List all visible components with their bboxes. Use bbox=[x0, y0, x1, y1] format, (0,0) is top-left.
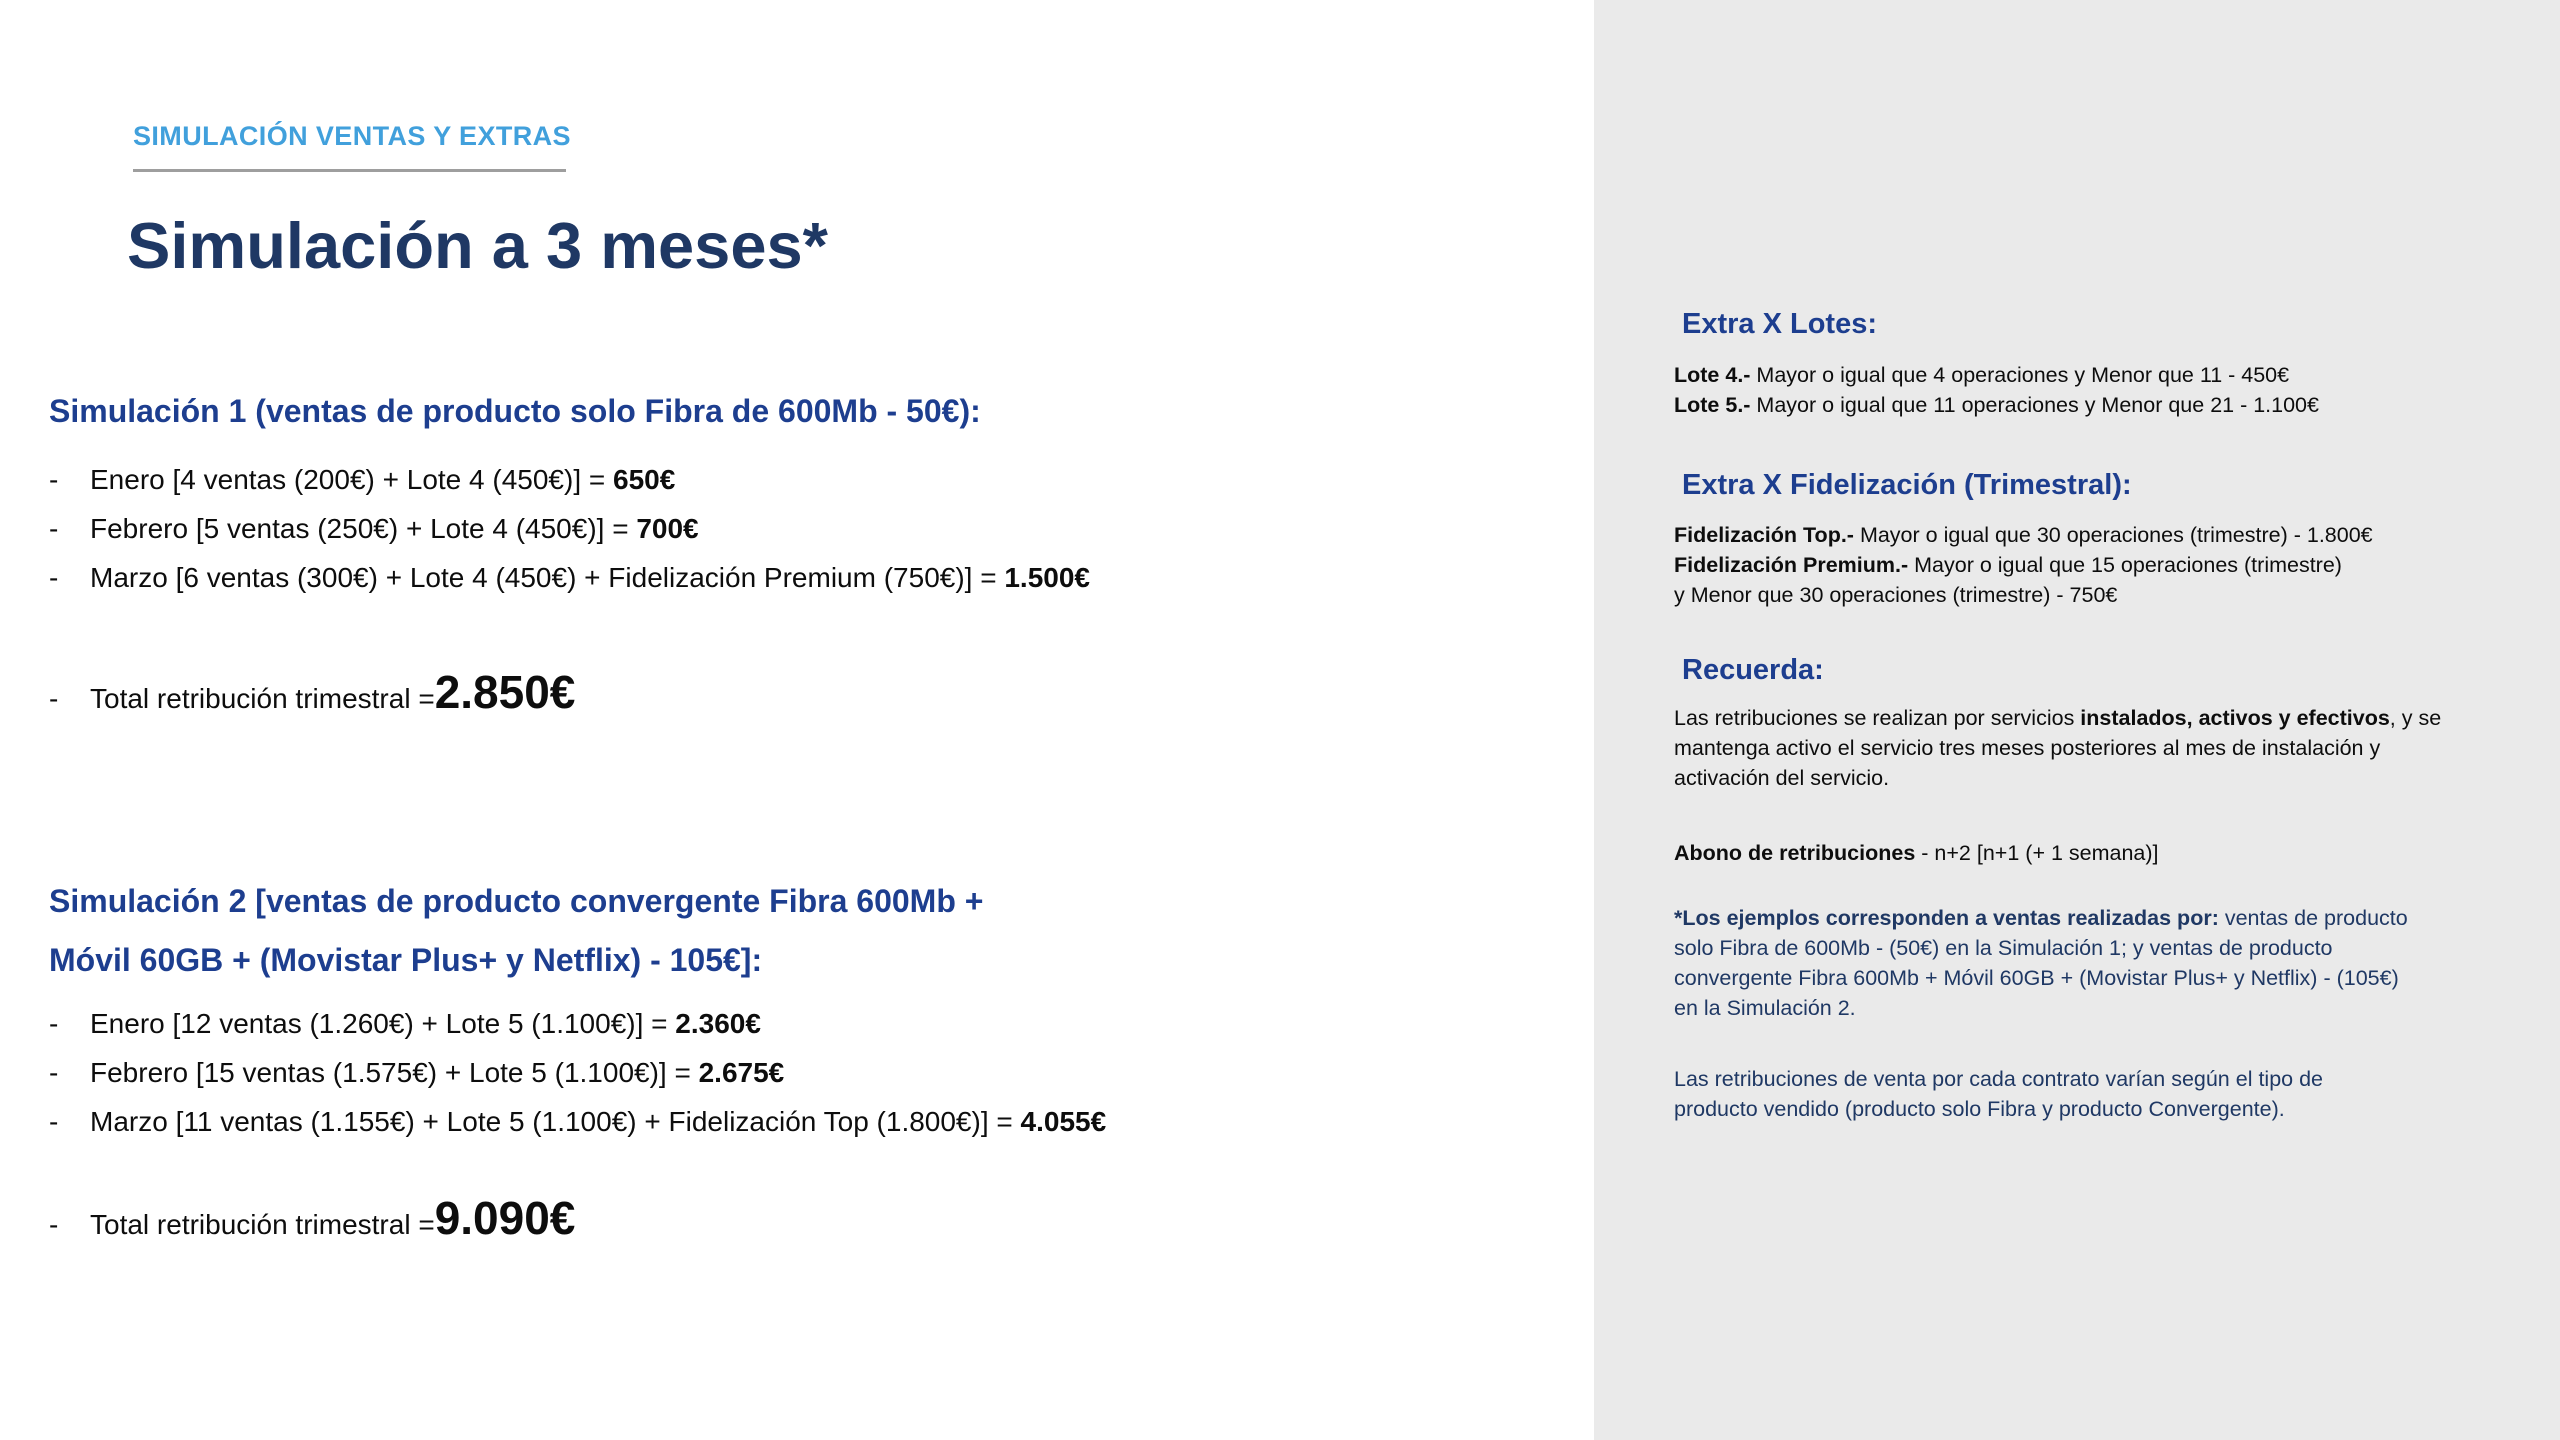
sim2-heading bbox=[49, 872, 983, 990]
fidelizacion-top-text: Mayor o igual que 30 operaciones (trimestre) - 1.800€ bbox=[1853, 523, 2373, 547]
examples-note-lead: *Los ejemplos corresponden a ventas realizadas por: bbox=[1674, 906, 2219, 930]
examples-note-line1 bbox=[1674, 903, 2408, 933]
list-item bbox=[49, 1097, 1106, 1146]
fidelizacion-premium-text2: y Menor que 30 operaciones (trimestre) - 750€ bbox=[1674, 583, 2118, 607]
list-item bbox=[49, 553, 1090, 602]
list-item bbox=[49, 1048, 1106, 1097]
list-item bbox=[49, 999, 1106, 1048]
bullet-amount: 2.360€ bbox=[675, 1008, 761, 1039]
bullet-dash: - bbox=[49, 1008, 59, 1039]
kicker-underline bbox=[133, 169, 566, 172]
bullet-dash: - bbox=[49, 1209, 59, 1240]
sim1-bullet-list bbox=[49, 455, 1090, 602]
sim2-total bbox=[49, 1192, 575, 1251]
fidelizacion-premium-text: Mayor o igual que 15 operaciones (trimestre) bbox=[1908, 553, 2342, 577]
bullet-amount: 2.675€ bbox=[698, 1057, 785, 1088]
fidelizacion-body bbox=[1674, 520, 2373, 610]
bullet-text bbox=[90, 504, 699, 553]
retribuciones-note bbox=[1674, 1064, 2323, 1124]
bullet-text bbox=[90, 999, 761, 1048]
bullet-amount: 1.500€ bbox=[1004, 562, 1090, 593]
slide-kicker: SIMULACIÓN VENTAS Y EXTRAS bbox=[133, 121, 571, 151]
sim2-heading-line1: Simulación 2 [ventas de producto convergente Fibra 600Mb + bbox=[49, 883, 984, 919]
examples-note bbox=[1674, 903, 2408, 1023]
retribuciones-note-line1: Las retribuciones de venta por cada contrato varían según el tipo de bbox=[1674, 1067, 2323, 1091]
retribuciones-note-line2: producto vendido (producto solo Fibra y producto Convergente). bbox=[1674, 1097, 2285, 1121]
bullet-amount: 650€ bbox=[613, 464, 676, 495]
bullet-formula: Febrero [15 ventas (1.575€) + Lote 5 (1.100€)] = bbox=[90, 1057, 699, 1088]
bullet-amount: 700€ bbox=[636, 513, 699, 544]
examples-note-line3: convergente Fibra 600Mb + Móvil 60GB + (Movistar Plus+ y Netflix) - (105€) bbox=[1674, 966, 2399, 990]
list-item bbox=[49, 504, 1090, 553]
lote-4-lead: Lote 4.- bbox=[1674, 363, 1751, 387]
lotes-heading: Extra X Lotes: bbox=[1682, 308, 1877, 340]
lote-4-line bbox=[1674, 360, 2319, 390]
fidelizacion-top-lead: Fidelización Top.- bbox=[1674, 523, 1854, 547]
sim2-heading-line2: Móvil 60GB + (Movistar Plus+ y Netflix) - 105€]: bbox=[49, 942, 763, 978]
bullet-dash: - bbox=[49, 464, 59, 495]
fidelizacion-heading: Extra X Fidelización (Trimestral): bbox=[1682, 469, 2132, 501]
fidelizacion-top-line bbox=[1674, 520, 2373, 550]
lote-5-line bbox=[1674, 390, 2319, 420]
examples-note-line4: en la Simulación 2. bbox=[1674, 996, 1856, 1020]
bullet-formula: Enero [12 ventas (1.260€) + Lote 5 (1.100€)] = bbox=[90, 1008, 676, 1039]
lote-5-text: Mayor o igual que 11 operaciones y Menor que 21 - 1.100€ bbox=[1750, 393, 2319, 417]
recuerda-paragraph bbox=[1674, 703, 2441, 793]
recuerda-heading: Recuerda: bbox=[1682, 654, 1824, 686]
total-amount: 2.850€ bbox=[434, 666, 576, 718]
abono-lead: Abono de retribuciones bbox=[1674, 841, 1916, 865]
total-label: Total retribución trimestral = bbox=[90, 1209, 435, 1240]
recuerda-line3: activación del servicio. bbox=[1674, 766, 1890, 790]
lote-4-text: Mayor o igual que 4 operaciones y Menor que 11 - 450€ bbox=[1750, 363, 2290, 387]
lotes-body bbox=[1674, 360, 2319, 420]
bullet-formula: Marzo [11 ventas (1.155€) + Lote 5 (1.100€) + Fidelización Top (1.800€)] = bbox=[90, 1106, 1021, 1137]
abono-line bbox=[1674, 838, 2159, 868]
bullet-text bbox=[90, 1097, 1106, 1146]
sim2-bullet-list bbox=[49, 999, 1106, 1146]
bullet-dash: - bbox=[49, 1106, 59, 1137]
bullet-text bbox=[90, 553, 1090, 602]
fidelizacion-premium-line bbox=[1674, 550, 2373, 580]
bullet-formula: Marzo [6 ventas (300€) + Lote 4 (450€) + Fidelización Premium (750€)] = bbox=[90, 562, 1005, 593]
fidelizacion-premium-lead: Fidelización Premium.- bbox=[1674, 553, 1909, 577]
lote-5-lead: Lote 5.- bbox=[1674, 393, 1751, 417]
bullet-dash: - bbox=[49, 562, 59, 593]
bullet-text bbox=[90, 1048, 784, 1097]
sim1-heading: Simulación 1 (ventas de producto solo Fibra de 600Mb - 50€): bbox=[49, 393, 981, 429]
side-panel bbox=[1594, 0, 2560, 1440]
recuerda-line1 bbox=[1674, 703, 2441, 733]
recuerda-line1-bold: instalados, activos y efectivos bbox=[2080, 706, 2390, 730]
list-item bbox=[49, 455, 1090, 504]
bullet-dash: - bbox=[49, 683, 59, 714]
examples-note-line2: solo Fibra de 600Mb - (50€) en la Simulación 1; y ventas de producto bbox=[1674, 936, 2333, 960]
bullet-text bbox=[90, 455, 675, 504]
bullet-dash: - bbox=[49, 1057, 59, 1088]
abono-text: - n+2 [n+1 (+ 1 semana)] bbox=[1915, 841, 2159, 865]
bullet-amount: 4.055€ bbox=[1020, 1106, 1107, 1137]
sim1-total bbox=[49, 666, 575, 725]
slide-title: Simulación a 3 meses* bbox=[127, 209, 828, 282]
recuerda-line1-post: , y se bbox=[2389, 706, 2442, 730]
examples-note-line1-text: ventas de producto bbox=[2218, 906, 2408, 930]
recuerda-line2: mantenga activo el servicio tres meses posteriores al mes de instalación y bbox=[1674, 736, 2381, 760]
fidelizacion-premium-line2 bbox=[1674, 580, 2373, 610]
recuerda-line1-pre: Las retribuciones se realizan por servicios bbox=[1674, 706, 2081, 730]
bullet-formula: Enero [4 ventas (200€) + Lote 4 (450€)] = bbox=[90, 464, 614, 495]
total-label: Total retribución trimestral = bbox=[90, 683, 435, 714]
total-amount: 9.090€ bbox=[434, 1192, 576, 1244]
bullet-formula: Febrero [5 ventas (250€) + Lote 4 (450€)] = bbox=[90, 513, 637, 544]
bullet-dash: - bbox=[49, 513, 59, 544]
